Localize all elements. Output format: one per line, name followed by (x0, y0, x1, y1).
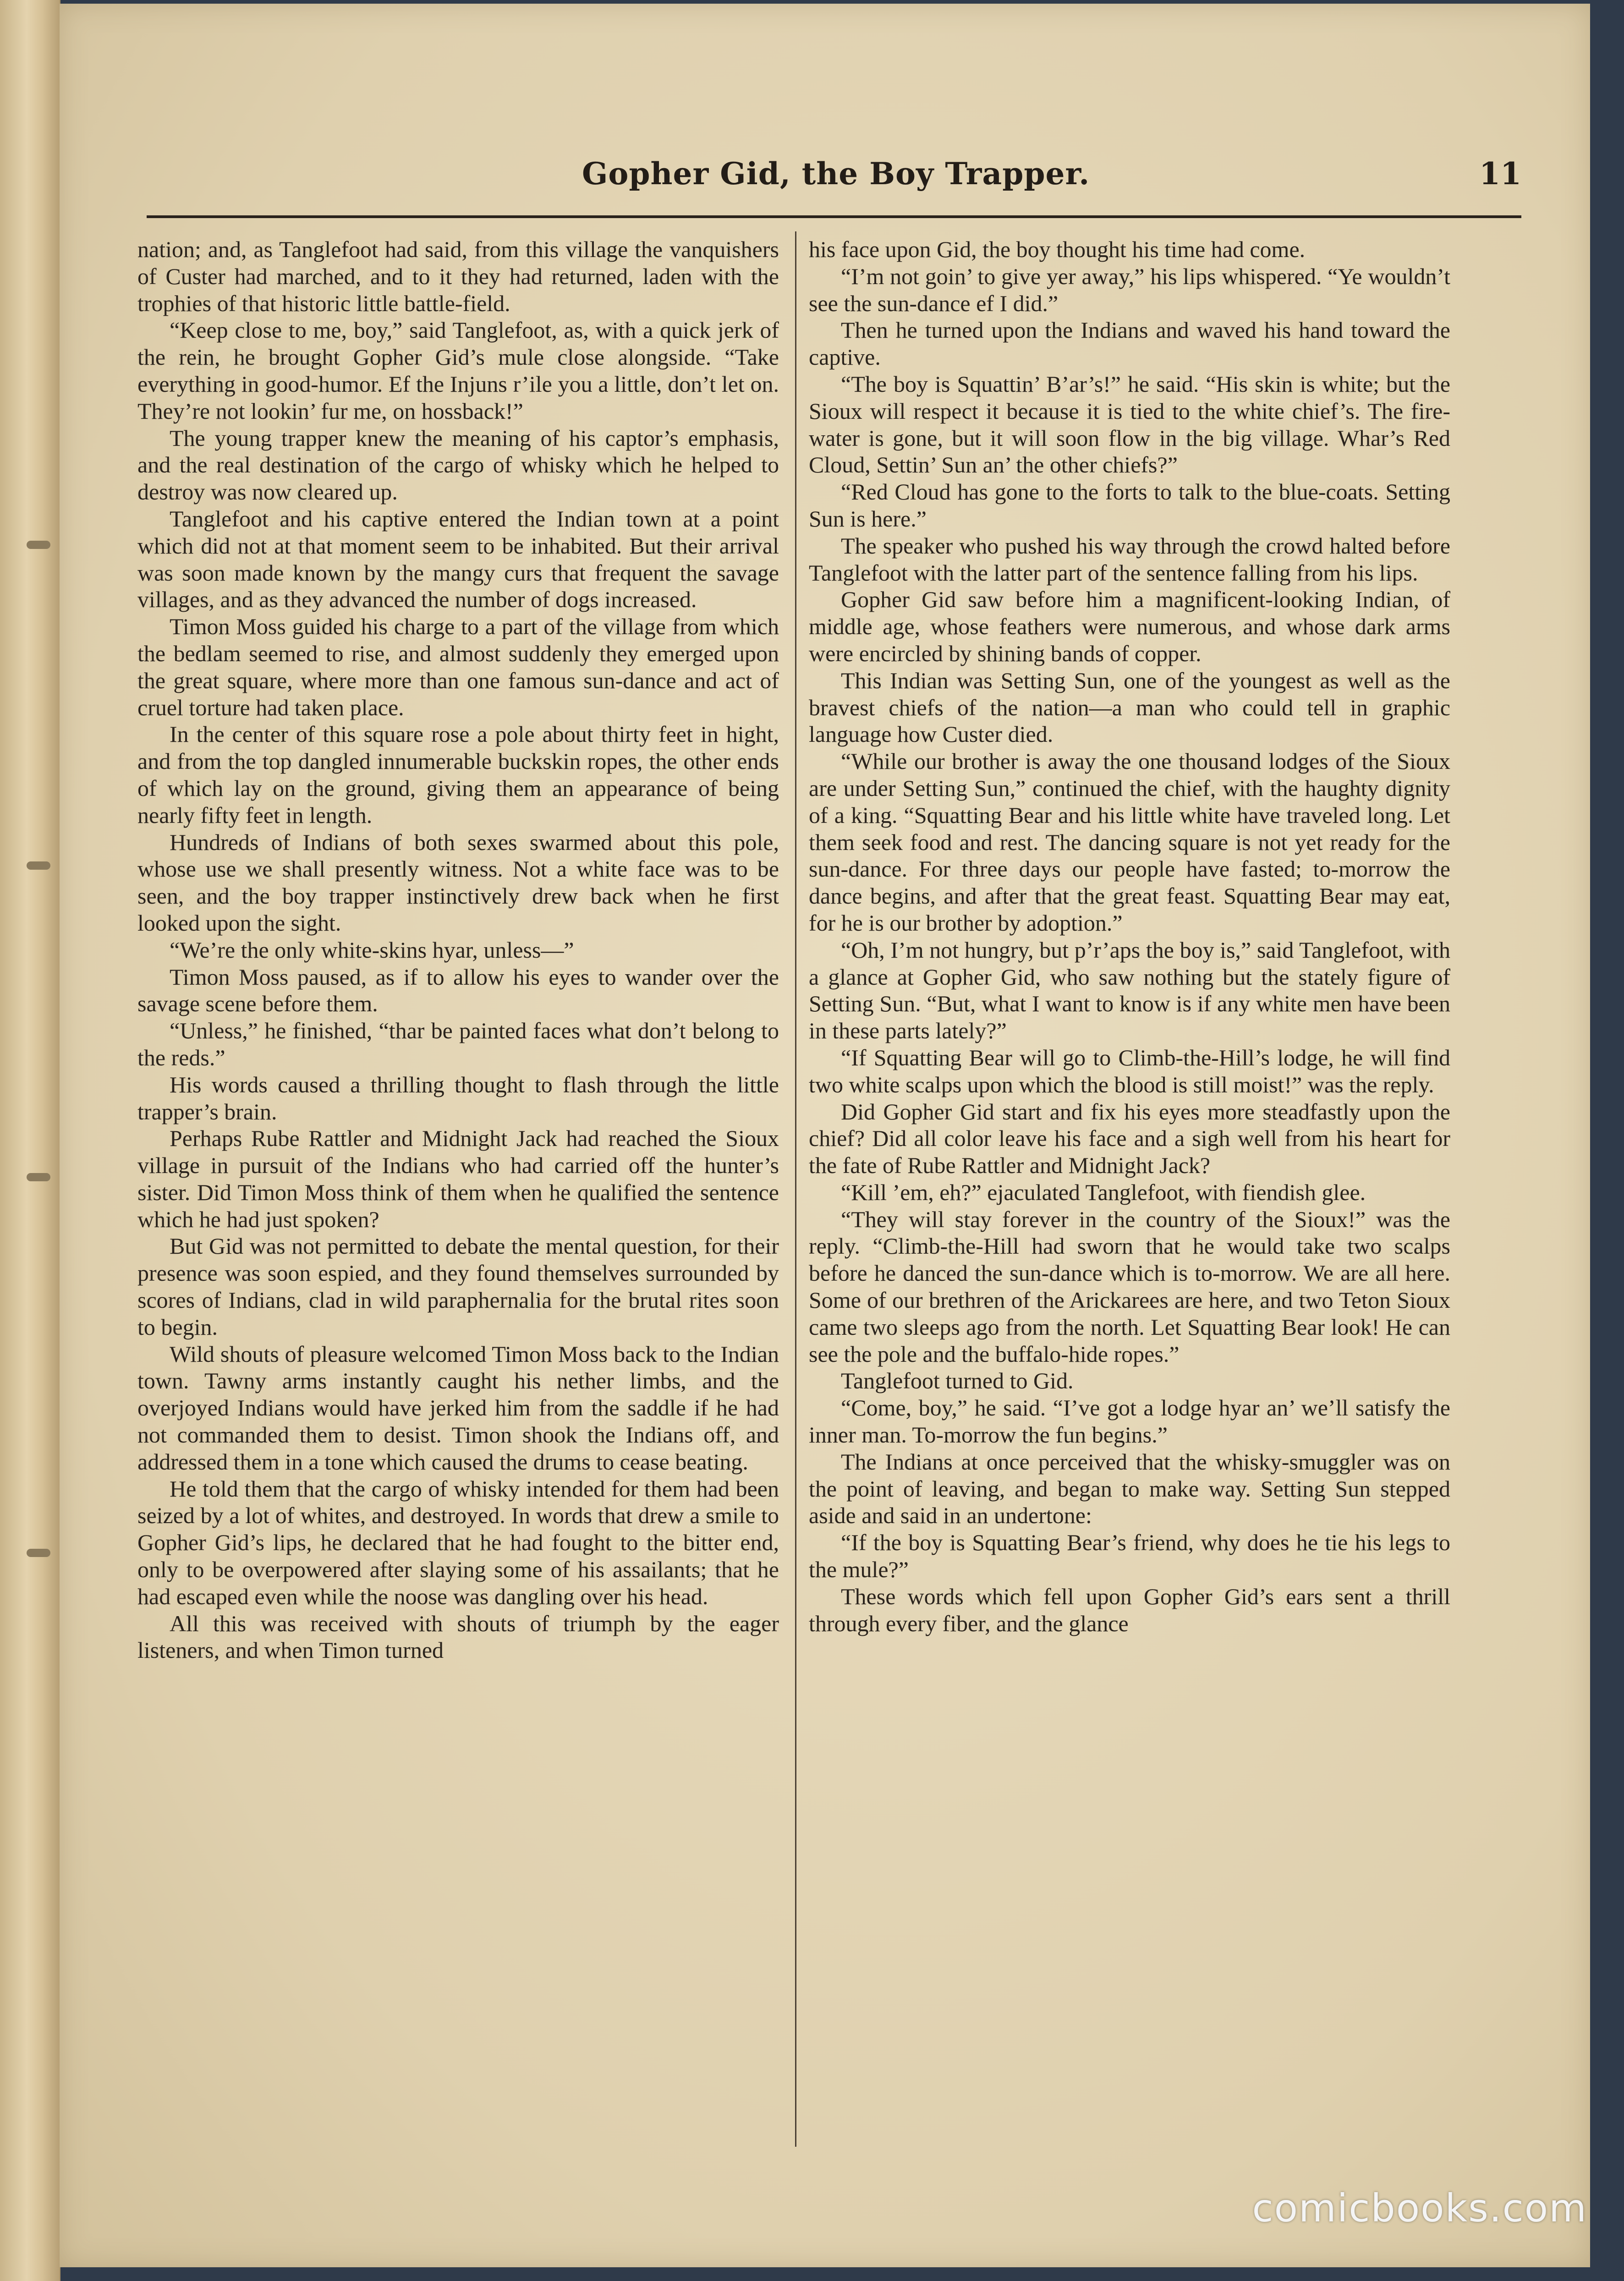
paragraph: But Gid was not permitted to debate the mental question, for their presence was soon espied, and they found themselves surrounded by scores of Indians, clad in wild paraphernalia for the brutal rites soon to begin. (137, 1233, 779, 1340)
paragraph: He told them that the cargo of whisky intended for them had been seized by a lot of whites, and destroyed. In words that drew a smile to Gopher Gid’s lips, he declared that he had fought to the bitter end, only to be overpowered after slaying some of his assailants; that he had escaped even while the noose was dangling over his head. (137, 1475, 779, 1609)
paragraph: Tanglefoot and his captive entered the Indian town at a point which did not at that moment seem to be inhabited. But their arrival was soon made known by the mangy curs that frequent the savage villages, and as they advanced the number of dogs increased. (137, 505, 779, 613)
paragraph: nation; and, as Tanglefoot had said, from this village the vanquishers of Custer had marched, and to it they had returned, laden with the trophies of that historic little battle-field. (137, 236, 779, 316)
paragraph: “If the boy is Squatting Bear’s friend, why does he tie his legs to the mule?” (809, 1530, 1450, 1583)
header-rule (147, 215, 1521, 218)
text-column-right (809, 236, 1450, 2151)
paragraph: Then he turned upon the Indians and waved his hand toward the captive. (809, 317, 1450, 370)
paragraph: “Unless,” he finished, “thar be painted faces what don’t belong to the reds.” (137, 1018, 779, 1070)
paragraph: The speaker who pushed his way through the crowd halted before Tanglefoot with the latter part of the sentence falling from his lips. (809, 532, 1450, 586)
paragraph: “Kill ’em, eh?” ejaculated Tanglefoot, with fiendish glee. (841, 1179, 1366, 1205)
watermark: comicbooks.com (1252, 2186, 1587, 2231)
paragraph: Hundreds of Indians of both sexes swarmed about this pole, whose use we shall presently witness. Not a white face was to be seen, and the boy trapper instinctively drew back when he first looked upon the sight. (137, 829, 779, 936)
paragraph: Did Gopher Gid start and fix his eyes more steadfastly upon the chief? Did all color leave his face and a sigh well from his heart for the fate of Rube Rattler and Midnight Jack? (809, 1098, 1450, 1179)
binding-stitch (27, 1173, 50, 1181)
book-binding (0, 0, 60, 2281)
paragraph: “I’m not goin’ to give yer away,” his lips whispered. “Ye wouldn’t see the sun-dance ef I did.” (809, 263, 1450, 316)
paragraph: “We’re the only white-skins hyar, unless—” (170, 937, 574, 963)
paragraph: His words caused a thrilling thought to flash through the little trapper’s brain. (137, 1071, 779, 1124)
paragraph: Perhaps Rube Rattler and Midnight Jack had reached the Sioux village in pursuit of the Indians who had carried off the hunter’s sister. Did Timon Moss think of them when he qualified the sentence which he had just spoken? (137, 1125, 779, 1232)
binding-stitch (27, 541, 50, 549)
paragraph: “They will stay forever in the country of the Sioux!” was the reply. “Climb-the-Hill had sworn that he would take two scalps before he danced the sun-dance which is to-morrow. We are all here. Some of our brethren of the Arickarees are here, and two Teton Sioux came two sleeps ago from the north. Let Squatting Bear look! He can see the pole and the buffalo-hide ropes.” (809, 1206, 1450, 1367)
paragraph: “Red Cloud has gone to the forts to talk to the blue-coats. Setting Sun is here.” (809, 479, 1450, 532)
text-column-left (137, 236, 779, 2151)
column-divider (795, 231, 796, 2147)
paragraph: This Indian was Setting Sun, one of the youngest as well as the bravest chiefs of the nation—a man who could tell in graphic language how Custer died. (809, 667, 1450, 747)
paragraph: his face upon Gid, the boy thought his time had come. (809, 236, 1306, 262)
paragraph: “Keep close to me, boy,” said Tanglefoot, as, with a quick jerk of the rein, he brought Gopher Gid’s mule close alongside. “Take everything in good-humor. Ef the Injuns r’ile you a little, don’t let on. They’re not lookin’ fur me, on hossback!” (137, 317, 779, 424)
paragraph: Timon Moss paused, as if to allow his eyes to wander over the savage scene before them. (137, 964, 779, 1017)
paragraph: The Indians at once perceived that the whisky-smuggler was on the point of leaving, and began to make way. Setting Sun stepped aside and said in an undertone: (809, 1448, 1450, 1529)
paragraph: “Come, boy,” he said. “I’ve got a lodge hyar an’ we’ll satisfy the inner man. To-morrow the fun begins.” (809, 1395, 1450, 1448)
running-header (147, 156, 1521, 211)
paragraph: Gopher Gid saw before him a magnificent-looking Indian, of middle age, whose feathers were numerous, and whose dark arms were encircled by shining bands of copper. (809, 587, 1450, 666)
paragraph: These words which fell upon Gopher Gid’s ears sent a thrill through every fiber, and the glance (809, 1583, 1450, 1636)
paragraph: All this was received with shouts of triumph by the eager listeners, and when Timon turned (137, 1610, 779, 1663)
page-number: 11 (1479, 156, 1521, 192)
paragraph: Tanglefoot turned to Gid. (841, 1368, 1074, 1394)
paragraph: “Oh, I’m not hungry, but p’r’aps the boy is,” said Tanglefoot, with a glance at Gopher Gid, who saw nothing but the stately figure of Setting Sun. “But, what I want to know is if any white men have been in these parts lately?” (809, 937, 1450, 1044)
page-title: Gopher Gid, the Boy Trapper. (582, 156, 1090, 192)
paragraph: The young trapper knew the meaning of his captor’s emphasis, and the real destination of the cargo of whisky which he helped to destroy was now cleared up. (137, 425, 779, 505)
paragraph: Wild shouts of pleasure welcomed Timon Moss back to the Indian town. Tawny arms instantly caught his nether limbs, and the overjoyed Indians would have jerked him from the saddle if he had not commanded them to desist. Timon shook the Indians off, and addressed them in a tone which caused the drums to cease beating. (137, 1341, 779, 1475)
paragraph: “While our brother is away the one thousand lodges of the Sioux are under Setting Sun,” continued the chief, with the haughty dignity of a king. “Squatting Bear and his little white have traveled long. Let them seek food and rest. The dancing square is not yet ready for the sun-dance. For three days our people have fasted; to-morrow the dance begins, and after that the great feast. Squatting Bear may eat, for he is our brother by adoption.” (809, 748, 1450, 936)
paragraph: Timon Moss guided his charge to a part of the village from which the bedlam seemed to rise, and almost suddenly they emerged upon the great square, where more than one famous sun-dance and act of cruel torture had taken place. (137, 614, 779, 720)
binding-stitch (27, 1549, 50, 1557)
paragraph: “If Squatting Bear will go to Climb-the-Hill’s lodge, he will find two white scalps upon which the blood is still moist!” was the reply. (809, 1044, 1450, 1097)
paragraph: In the center of this square rose a pole about thirty feet in hight, and from the top dangled innumerable buckskin ropes, the other ends of which lay on the ground, giving them an appearance of being nearly fifty feet in length. (137, 721, 779, 828)
binding-stitch (27, 861, 50, 870)
paragraph: “The boy is Squattin’ B’ar’s!” he said. “His skin is white; but the Sioux will respect it because it is tied to the white chief’s. The fire-water is gone, but it will soon flow in the big village. Whar’s Red Cloud, Settin’ Sun an’ the other chiefs?” (809, 371, 1450, 478)
